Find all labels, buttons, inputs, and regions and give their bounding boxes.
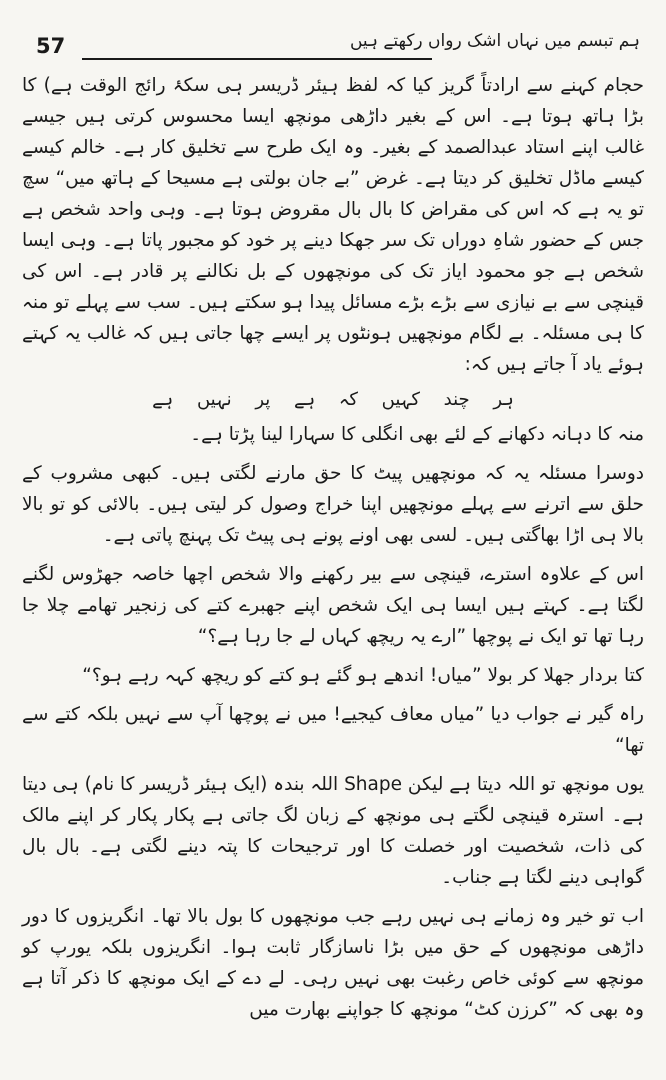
header-rule [82,58,432,60]
paragraph: اس کے علاوہ استرے، قینچی سے بیر رکھنے والا شخص اچھا خاصہ جھڑوس لگنے لگتا ہے۔ کہتے ہیں ایسا ہی ایک شخص اپنے جھبرے کتے کی زنجیر تھامے چلا جا رہا تھا تو ایک نے پوچھا ”ارے یہ ریچھ کہاں لے جا رہا ہے؟“ [22,564,644,647]
paragraph: حجام کہنے سے ارادتاً گریز کیا کہ لفظ ہیئر ڈریسر ہی سکۂ رائج الوقت ہے) کا بڑا ہاتھ ہوتا ہے۔ اس کے بغیر داڑھی مونچھ ایسا محسوس کرتی ہیں جیسے غالب اپنے استاد عبدالصمد کے بغیر۔ وہ ایک طرح سے تخلیق کار ہے۔ خالم کیسے کیسے ماڈل تخلیق کر دیتا ہے۔ غرض ”بے جان بولتی ہے مسیحا کے ہاتھ میں“ سچ تو یہ ہے کہ اس کی مقراض کا بال بال مقروض ہوتا ہے۔ وہی واحد شخص ہے جس کے حضور شاہِ دوراں تک سر جھکا دینے پر خود کو مجبور پاتا ہے۔ وہی ایسا شخص ہے جو محمود ایاز تک کی مونچھوں کے بل نکالنے پر قادر ہے۔ اس کی قینچی سے بے نیازی سے بڑے بڑے مسائل پیدا ہو سکتے ہیں۔ سب سے پہلے تو منہ کا ہی مسئلہ۔ بے لگام مونچھیں ہونٹوں پر ایسے چھا جاتی ہیں کہ غالب یہ کہتے ہوئے یاد آ جاتے ہیں کہ: [22,75,644,375]
paragraph: اب تو خیر وہ زمانے ہی نہیں رہے جب مونچھوں کا بول بالا تھا۔ انگریزوں کا دور داڑھی مونچھوں کے حق میں بڑا ناسازگار ثابت ہوا۔ انگریزوں بلکہ یورپ کو مونچھ سے کوئی خاص رغبت بھی نہیں رہی۔ لے دے کے ایک مونچھ کا ذکر آتا ہے وہ بھی کہ ”کرزن کٹ“ مونچھ کا جواپنے بھارت میں [22,906,644,1020]
page-body [22,70,644,1029]
paragraph: کتا بردار جھلا کر بولا ”میاں! اندھے ہو گئے ہو کتے کو ریچھ کہہ رہے ہو؟“ [82,665,644,686]
paragraph: منہ کا دہانہ دکھانے کے لئے بھی انگلی کا سہارا لینا پڑتا ہے۔ [190,424,644,445]
paragraph: یوں مونچھ تو اللہ دیتا ہے لیکن Shape اللہ بندہ (ایک ہیئر ڈریسر کا نام) ہی دیتا ہے۔ استرہ قینچی لگتے ہی مونچھ کے زبان لگ جاتی ہے پکار پکار کر اپنے مالک کی ذات، شخصیت اور خصلت کا اور ترجیحات کا پتہ دینے لگتی ہے۔ بال بال گواہی دینے لگتا ہے جناب۔ [22,774,644,888]
page-number: 57 [36,34,66,58]
paragraph: دوسرا مسئلہ یہ کہ مونچھیں پیٹ کا حق مارنے لگتی ہیں۔ کبھی مشروب کے حلق سے اترنے سے پہلے مونچھیں اپنا خراج وصول کر لیتی ہیں۔ بالائی کو تو بالا بالا ہی اڑا بھاگتی ہیں۔ لسی بھی اونے پونے ہی پیٹ تک پہنچ پاتی ہے۔ [22,463,644,546]
running-title: ہم تبسم میں نہاں اشک رواں رکھتے ہیں [349,31,640,51]
verse-line: ہر چند کہیں کہ ہے پر نہیں ہے [152,389,514,410]
page-header [30,28,642,68]
paragraph: راہ گیر نے جواب دیا ”میاں معاف کیجیے! میں نے پوچھا آپ سے نہیں بلکہ کتے سے تھا“ [22,704,644,756]
